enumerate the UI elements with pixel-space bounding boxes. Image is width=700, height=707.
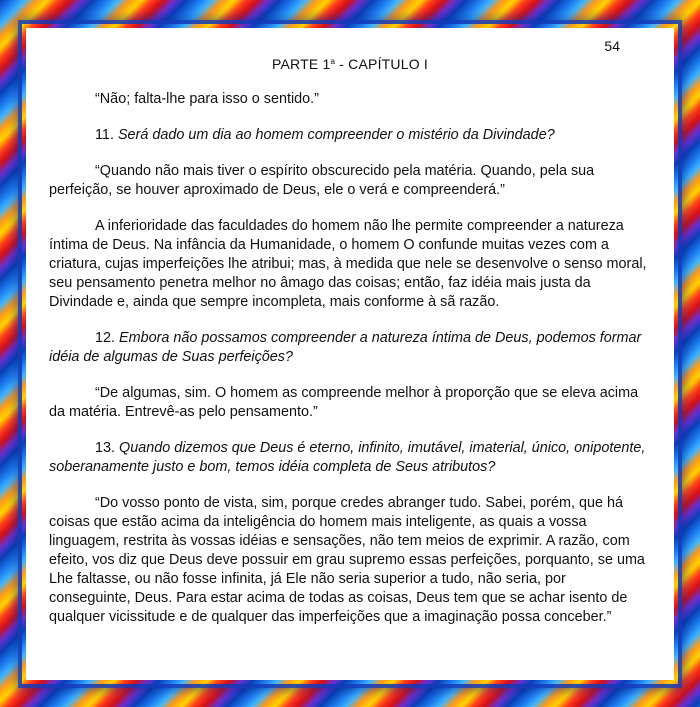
question-11 (49, 126, 649, 145)
question-text: Quando dizemos que Deus é eterno, infinito, imutável, imaterial, único, onipotente, soberanamente justo e bom, temos idéia completa de Seus atributos? (49, 440, 646, 475)
question-12 (49, 329, 649, 367)
question-text: Embora não possamos compreender a natureza íntima de Deus, podemos formar idéia de algumas de Suas perfeições? (49, 330, 642, 365)
question-number: 12. (95, 330, 120, 346)
answer-paragraph: “De algumas, sim. O homem as compreende melhor à proporção que se eleva acima da matéria. Entrevê-as pelo pensamento.” (49, 385, 639, 420)
answer-paragraph: “Quando não mais tiver o espírito obscurecido pela matéria. Quando, pela sua perfeição, se houver aproximado de Deus, ele o verá e compreenderá.” (49, 163, 595, 198)
answer-paragraph: “Não; falta-lhe para isso o sentido.” (95, 91, 319, 107)
chapter-label: - CAPÍTULO I (335, 56, 428, 72)
part-label: PARTE 1 (272, 56, 331, 72)
part-ordinal: a (330, 57, 336, 66)
page-number: 54 (604, 38, 620, 54)
question-number: 11. (95, 127, 118, 143)
document-body (49, 90, 649, 644)
commentary-paragraph: A inferioridade das faculdades do homem não lhe permite compreender a natureza íntima de Deus. Na infância da Humanidade, o homem O confunde muitas vezes com a criatura, cujas imperfeições lhe atribui; mas, à medida que nele se desenvolve o senso moral, seu pensamento penetra melhor no âmago das coisas; então, faz idéia mais justa da Divindade e, ainda que sempre incompleta, mais conforme à sã razão. (49, 218, 647, 310)
question-number: 13. (95, 440, 120, 456)
chapter-header (26, 56, 674, 72)
question-13 (49, 439, 649, 477)
question-text: Será dado um dia ao homem compreender o mistério da Divindade? (117, 127, 555, 143)
document-page (26, 28, 674, 680)
answer-paragraph: “Do vosso ponto de vista, sim, porque credes abranger tudo. Sabei, porém, que há coisas que estão acima da inteligência do homem mais inteligente, as quais a vossa linguagem, restrita às vossas idéias e sensações, não tem meios de exprimir. A razão, com efeito, vos diz que Deus deve possuir em grau supremo essas perfeições, porquanto, se uma Lhe faltasse, ou não fosse infinita, já Ele não seria superior a tudo, não seria, por conseguinte, Deus. Para estar acima de todas as coisas, Deus tem que se achar isento de qualquer vicissitude e de qualquer das imperfeições que a imaginação possa conceber.” (49, 495, 645, 625)
